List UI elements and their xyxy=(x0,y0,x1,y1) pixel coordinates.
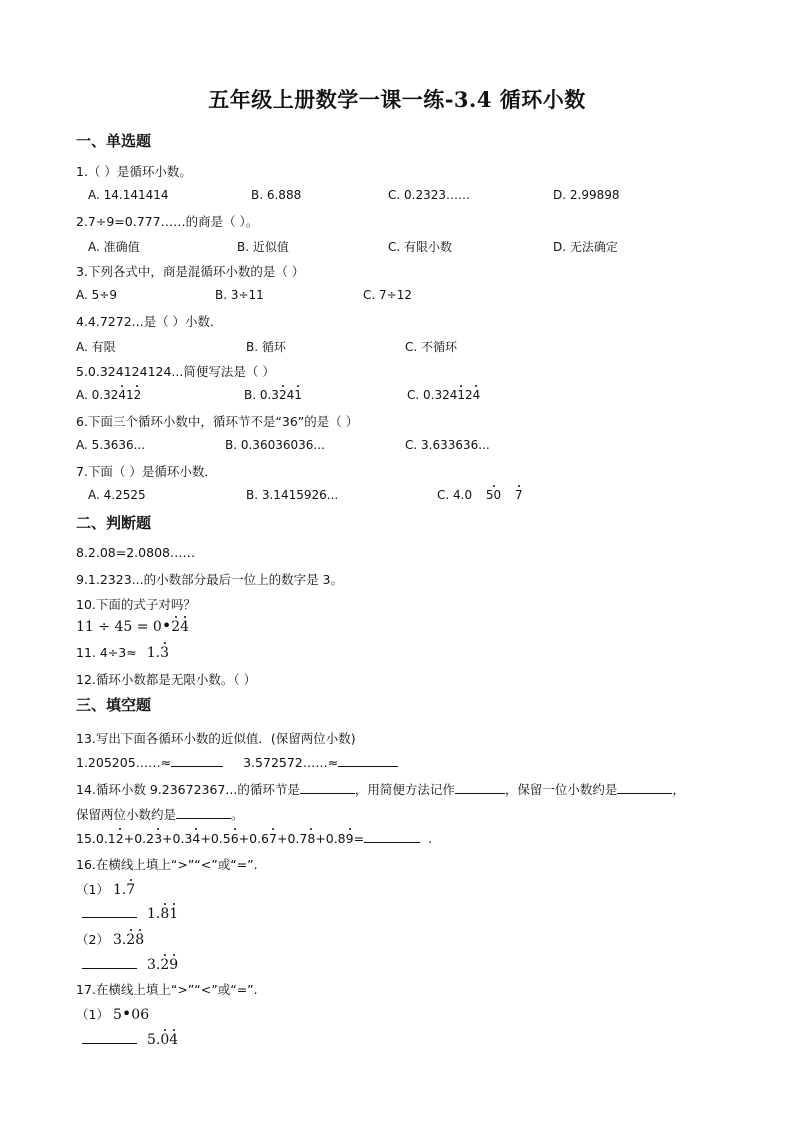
question-12: 12.循环小数都是无限小数。（ ） xyxy=(76,672,257,687)
question-17-stem: 17.在横线上填上“>”“<”或“=”. xyxy=(76,982,258,997)
question-3-option-a: A. 5÷9 xyxy=(76,288,117,302)
repeating-digit: 4 xyxy=(118,388,126,402)
repeating-digit: 4 xyxy=(180,619,190,635)
repeating-digit: 2 xyxy=(160,957,170,973)
question-14-text: 保留两位小数约是 xyxy=(76,807,177,822)
integer-part: 1. xyxy=(146,906,161,922)
question-5-stem: 5.0.324124124...简便写法是（ ） xyxy=(76,364,275,379)
question-1-option-b: B. 6.888 xyxy=(251,188,302,202)
question-16-part-2 xyxy=(76,930,144,948)
integer-part: 3. xyxy=(112,932,127,948)
question-5-option-b-label: B. 0.3 xyxy=(244,388,279,402)
question-3-option-b: B. 3÷11 xyxy=(215,288,264,302)
digit: 4 xyxy=(286,388,295,402)
question-6-option-c: C. 3.633636... xyxy=(405,438,490,452)
answer-blank[interactable] xyxy=(82,956,137,969)
q15-term: 15.0.1 xyxy=(76,831,116,846)
answer-blank[interactable] xyxy=(617,781,672,794)
repeating-digit: 50 xyxy=(485,488,502,502)
question-13-items xyxy=(76,754,398,770)
part-label: （1） xyxy=(76,882,109,897)
repeating-digit: 2 xyxy=(278,388,287,402)
question-14-line-1 xyxy=(76,780,685,798)
expression-left: 11 ÷ 45 = 0 xyxy=(76,619,162,635)
question-13-stem: 13.写出下面各循环小数的近似值．(保留两位小数) xyxy=(76,731,356,746)
compare-right-value xyxy=(147,906,178,922)
question-16-part-2-answer xyxy=(82,956,178,973)
question-5-option-a-label: A. 0.32 xyxy=(76,388,119,402)
compare-left-value xyxy=(113,932,144,948)
question-16-stem: 16.在横线上填上“>”“<”或“=”. xyxy=(76,857,258,872)
question-4-option-b: B. 循环 xyxy=(246,340,286,354)
question-14-line-2 xyxy=(76,805,244,823)
repeating-digit: 7 xyxy=(126,882,136,898)
question-6-option-b: B. 0.36036036... xyxy=(225,438,325,452)
page-title: 五年级上册数学一课一练-3.4 循环小数 xyxy=(208,87,586,112)
question-2-option-b: B. 近似值 xyxy=(237,240,289,254)
question-2-option-d: D. 无法确定 xyxy=(553,240,618,254)
q15-term: +0.7 xyxy=(276,831,308,846)
q15-term: . xyxy=(428,831,433,846)
answer-blank[interactable] xyxy=(176,806,231,819)
repeating-digit: 2 xyxy=(115,831,124,846)
compare-left-value xyxy=(112,1004,150,1023)
question-10-stem: 10.下面的式子对吗？ xyxy=(76,597,196,612)
digit: 2 xyxy=(465,388,473,402)
q15-term: +0.5 xyxy=(200,831,231,846)
question-4-option-a: A. 有限 xyxy=(76,340,116,354)
question-5-option-c xyxy=(407,388,480,402)
section-heading-fill-blank: 三、填空题 xyxy=(76,696,152,714)
repeating-digit: 2 xyxy=(126,932,136,948)
question-4-stem: 4.4.7272...是（ ）小数． xyxy=(76,314,223,329)
answer-blank[interactable] xyxy=(82,1031,137,1044)
question-5-option-b xyxy=(244,388,302,402)
repeating-digit: 1 xyxy=(169,906,179,922)
answer-blank[interactable] xyxy=(300,781,355,794)
compare-left-value xyxy=(113,882,135,898)
question-6-option-a: A. 5.3636... xyxy=(76,438,146,452)
question-8: 8.2.08=2.0808…… xyxy=(76,545,195,560)
question-1-option-a: A. 14.141414 xyxy=(88,188,169,202)
question-14-text: ， xyxy=(672,782,685,797)
question-6-stem: 6.下面三个循环小数中，循环节不是“36”的是（ ） xyxy=(76,414,359,429)
repeating-digit: 8 xyxy=(160,906,170,922)
digit: 1 xyxy=(126,388,134,402)
question-14-text: ，保留一位小数约是 xyxy=(504,782,618,797)
question-10-expression xyxy=(76,616,190,635)
question-9: 9.1.2323...的小数部分最后一位上的数字是 3。 xyxy=(76,572,344,587)
repeating-digit: 7 xyxy=(515,488,523,502)
answer-blank[interactable] xyxy=(364,830,420,843)
question-14-text: 。 xyxy=(231,807,244,822)
integer-part: 3. xyxy=(146,957,161,973)
q15-term: +0.2 xyxy=(123,831,155,846)
question-2-option-a: A. 准确值 xyxy=(88,240,140,254)
section-heading-single-choice: 一、单选题 xyxy=(76,132,152,150)
repeating-digit: 8 xyxy=(307,831,316,846)
question-11-stem: 11. 4÷3≈ xyxy=(76,645,137,660)
question-7-option-c-label: C. 4.0 xyxy=(437,488,473,502)
q15-term: +0.6 xyxy=(238,831,270,846)
question-2-option-c: C. 有限小数 xyxy=(388,240,453,254)
question-7-option-c xyxy=(437,488,523,502)
question-1-stem: 1.（ ）是循环小数。 xyxy=(76,164,192,179)
repeating-digit: 7 xyxy=(269,831,277,846)
question-7-option-a: A. 4.2525 xyxy=(88,488,146,502)
repeating-digit: 1 xyxy=(294,388,302,402)
question-17-part-1-answer xyxy=(82,1031,178,1048)
repeating-digit: 3 xyxy=(154,831,163,846)
question-4-option-c: C. 不循环 xyxy=(405,340,458,354)
question-1-option-d: D. 2.99898 xyxy=(553,188,620,202)
question-14-text: ，用简便方法记作 xyxy=(354,782,455,797)
repeating-digit: 2 xyxy=(171,619,181,635)
decimal-point: • xyxy=(161,616,172,635)
integer-part: 1. xyxy=(112,882,127,898)
repeating-digit: 6 xyxy=(230,831,239,846)
repeating-digit: 4 xyxy=(192,831,201,846)
section-heading-true-false: 二、判断题 xyxy=(76,514,152,532)
question-17-part-1 xyxy=(76,1005,149,1023)
answer-blank[interactable] xyxy=(455,781,505,794)
integer-part: 1. xyxy=(146,645,161,661)
question-11-value xyxy=(147,645,169,661)
question-3-option-c: C. 7÷12 xyxy=(363,288,412,302)
integer-part: 5 xyxy=(112,1007,122,1023)
repeating-digit: 9 xyxy=(169,957,179,973)
q15-term: +0.8 xyxy=(315,831,346,846)
question-15 xyxy=(76,830,432,846)
compare-right-value xyxy=(147,1032,178,1048)
question-16-part-1-answer xyxy=(82,905,178,922)
part-label: （2） xyxy=(76,932,109,947)
question-7-stem: 7.下面（ ）是循环小数． xyxy=(76,464,217,479)
question-1-option-c: C. 0.2323…… xyxy=(388,188,470,202)
answer-blank[interactable] xyxy=(171,754,223,767)
question-5-option-a xyxy=(76,388,141,402)
repeating-digit: 4 xyxy=(472,388,481,402)
repeating-digit: 2 xyxy=(133,388,142,402)
compare-right-value xyxy=(147,957,178,973)
q15-term: +0.3 xyxy=(162,831,193,846)
part-label: （1） xyxy=(76,1007,109,1022)
repeating-digit: 1 xyxy=(457,388,466,402)
repeating-digit: 9 xyxy=(345,831,354,846)
repeating-digit: 4 xyxy=(169,1032,179,1048)
question-13-item-2: 3.572572……≈ xyxy=(243,755,339,770)
question-13-item-1: 1.205205……≈ xyxy=(76,755,172,770)
question-14-text: 14.循环小数 9.23672367...的循环节是 xyxy=(76,782,300,797)
question-2-stem: 2.7÷9=0.777……的商是（ ）。 xyxy=(76,214,259,229)
question-7-option-b: B. 3.1415926... xyxy=(246,488,339,502)
repeating-digit: 3 xyxy=(160,645,169,661)
answer-blank[interactable] xyxy=(82,905,137,918)
decimal-point: • xyxy=(121,1004,132,1023)
q15-term: = xyxy=(353,831,365,846)
question-11 xyxy=(76,645,169,661)
question-3-stem: 3.下列各式中，商是混循环小数的是（ ） xyxy=(76,264,305,279)
decimal-part: 06 xyxy=(131,1007,150,1023)
question-5-option-c-label: C. 0.324 xyxy=(407,388,458,402)
repeating-digit: 8 xyxy=(135,932,145,948)
repeating-digit: 0 xyxy=(160,1032,170,1048)
question-16-part-1 xyxy=(76,880,135,898)
answer-blank[interactable] xyxy=(338,754,398,767)
integer-part: 5. xyxy=(146,1032,161,1048)
